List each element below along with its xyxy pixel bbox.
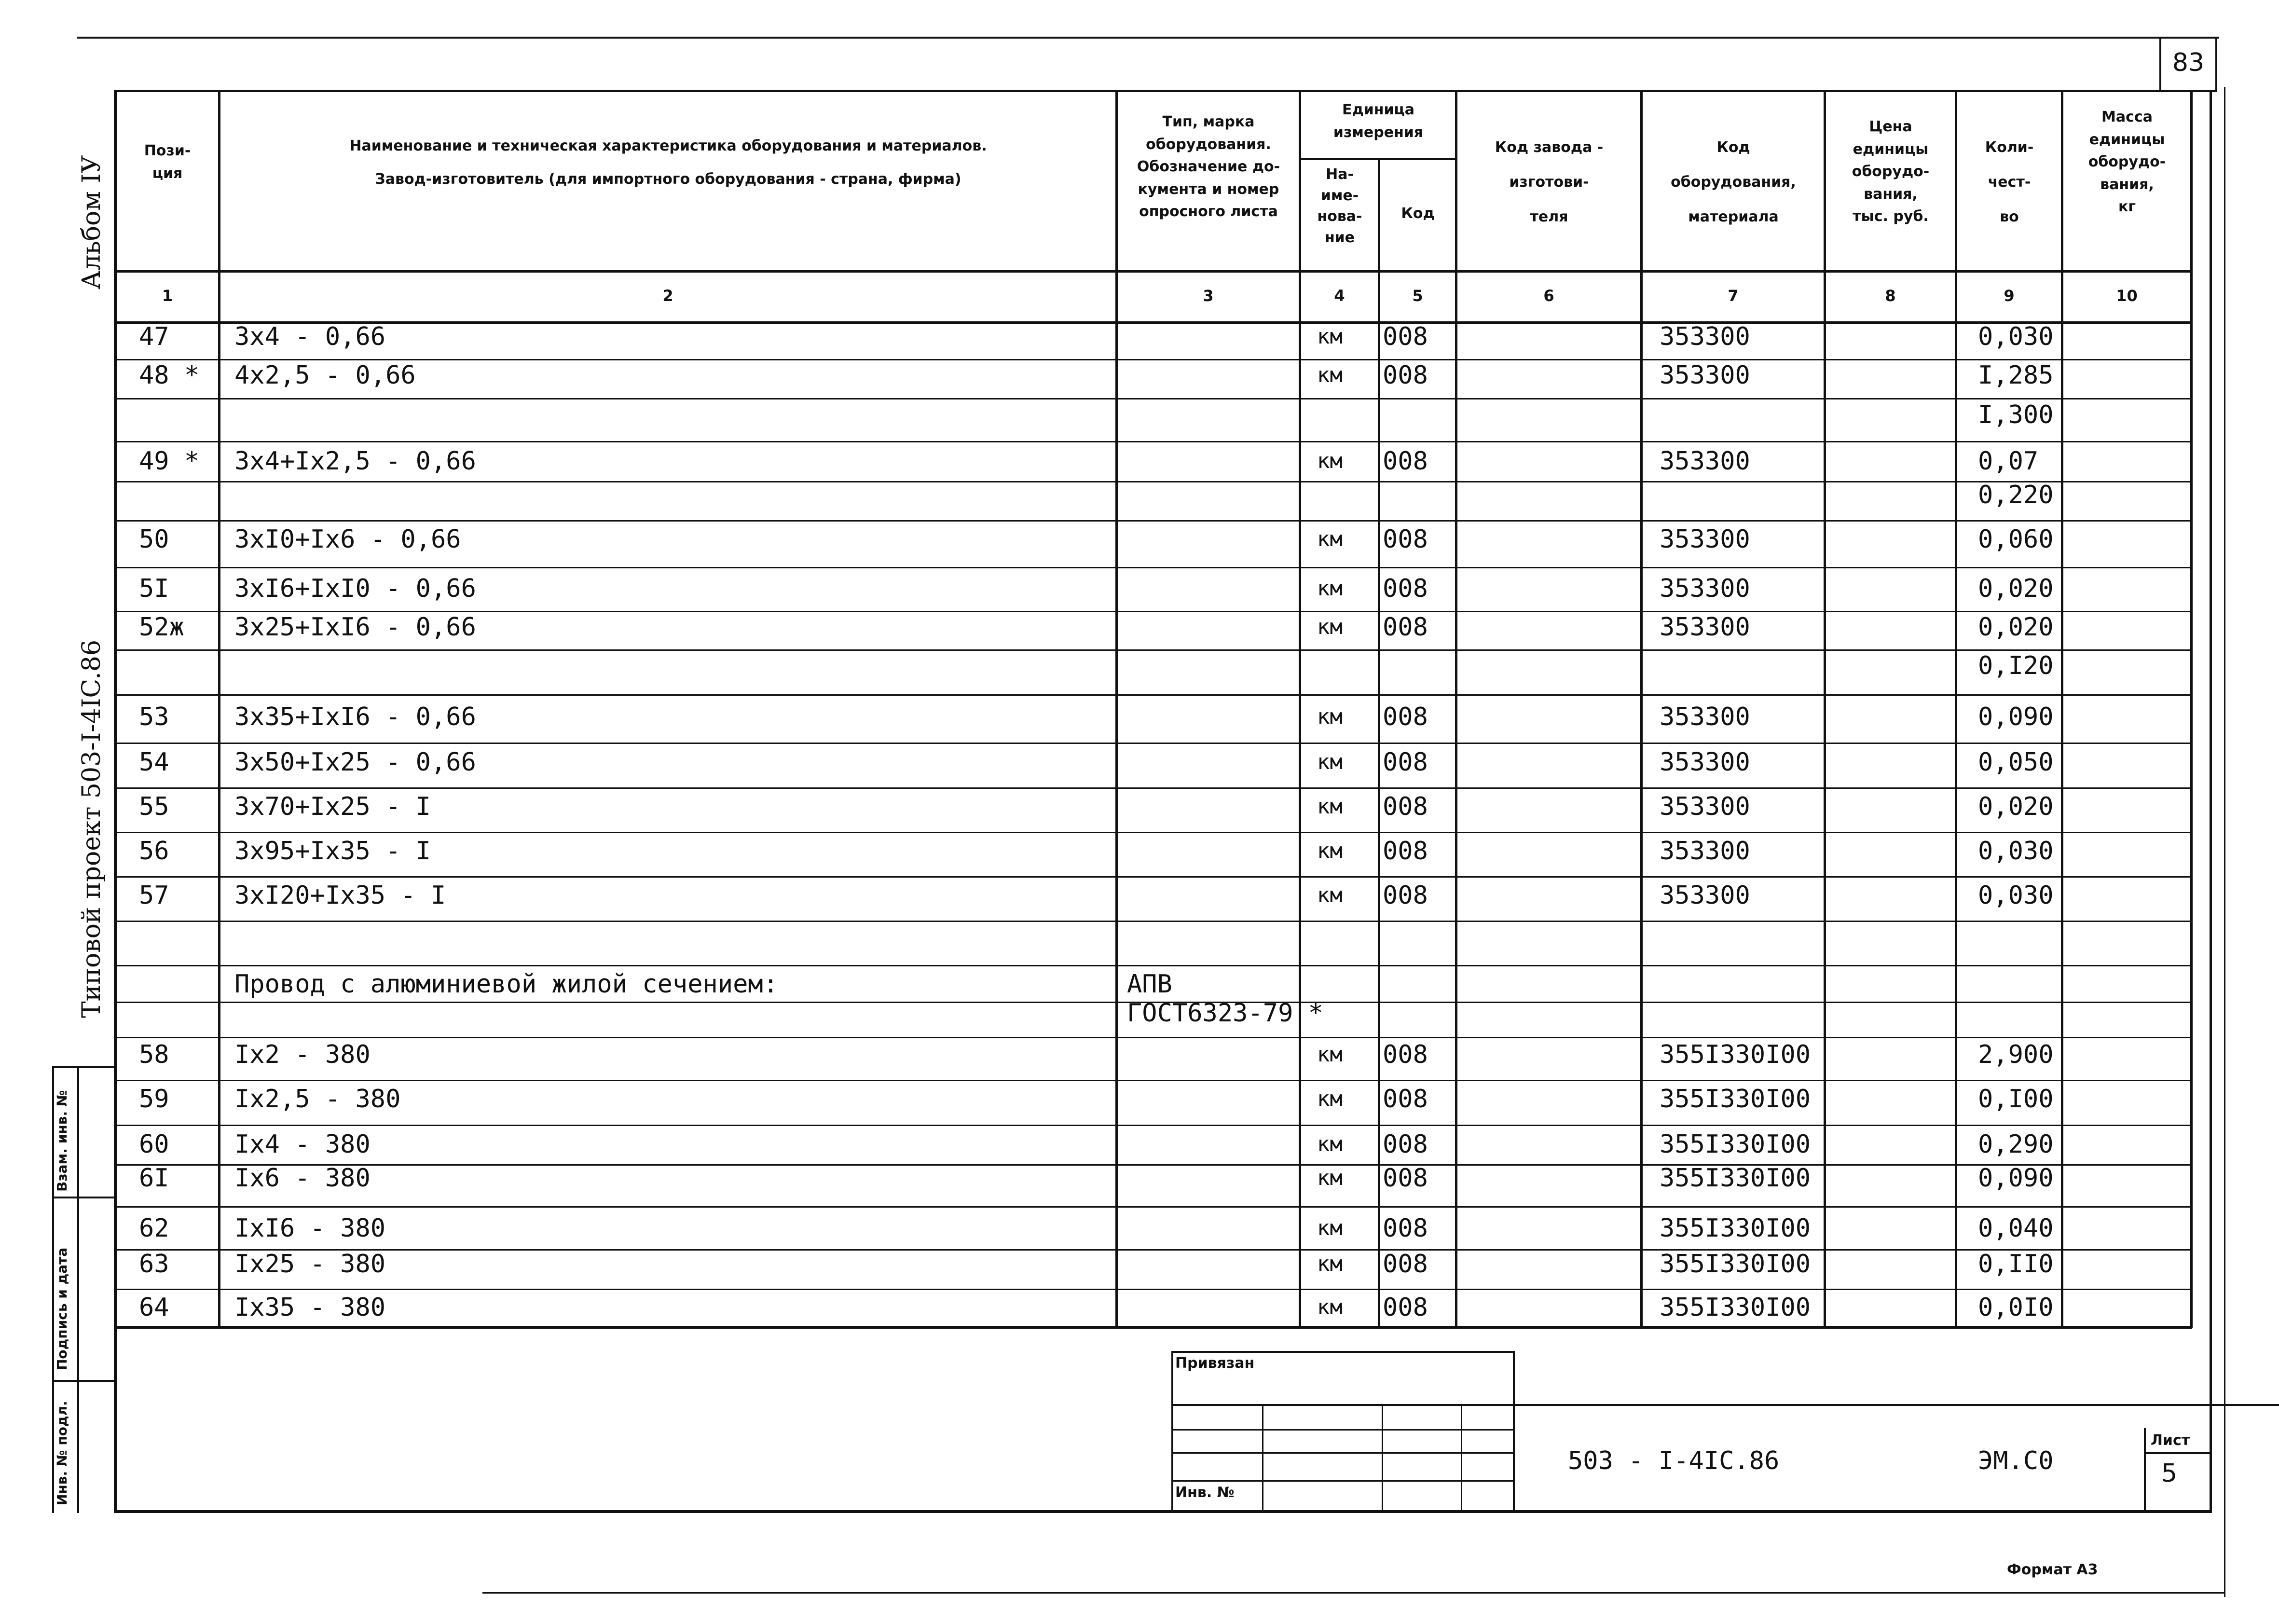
header-price: Цена единицы оборудо- вания, тыс. руб. bbox=[1852, 118, 1930, 225]
cell-equipment-code: 353300 bbox=[1660, 748, 1750, 777]
header-equipment-code: Код оборудования, материала bbox=[1671, 139, 1796, 225]
cell-name: Iх4 - 380 bbox=[234, 1130, 371, 1159]
stamp-box-right bbox=[1513, 1351, 1515, 1512]
cell-unit: км bbox=[1317, 1166, 1343, 1190]
cell-unit-code: 008 bbox=[1383, 361, 1428, 390]
cell-equipment-code: 353300 bbox=[1660, 613, 1750, 642]
cell-unit: км bbox=[1317, 527, 1343, 551]
page-number: 83 bbox=[2172, 48, 2205, 77]
cell-equipment-code: 353300 bbox=[1660, 837, 1750, 866]
header-unit-code: Код bbox=[1401, 205, 1435, 222]
cell-position: 52ж bbox=[139, 613, 184, 642]
row-line bbox=[114, 1080, 2192, 1081]
format-label: Формат А3 bbox=[2007, 1561, 2098, 1578]
stamp-box-top bbox=[1171, 1351, 1515, 1353]
stamp-col bbox=[1461, 1404, 1462, 1510]
stamp-div2 bbox=[52, 1380, 116, 1382]
cell-name: Iх2 - 380 bbox=[234, 1040, 371, 1069]
stamp-strip-top bbox=[52, 1066, 116, 1068]
cell-equipment-code: 355I330I00 bbox=[1660, 1214, 1811, 1243]
header-name: Наименование и техническая характеристика оборудования и материалов. Завод-изготовитель (для импортного оборудования - страна, фирма) bbox=[349, 138, 987, 188]
cell-equipment-code: 355I330I00 bbox=[1660, 1164, 1811, 1193]
frame-bottom bbox=[114, 1510, 2212, 1513]
cell-unit-code: 008 bbox=[1383, 1250, 1428, 1279]
cell-unit-code: 008 bbox=[1383, 1085, 1428, 1114]
cell-unit: км bbox=[1317, 1216, 1343, 1240]
cell-unit-code: 008 bbox=[1383, 322, 1428, 351]
row-line bbox=[114, 787, 2192, 789]
cell-equipment-code: 355I330I00 bbox=[1660, 1040, 1811, 1069]
row-line bbox=[114, 649, 2192, 651]
cell-quantity: 2,900 bbox=[1978, 1040, 2054, 1069]
row-line bbox=[114, 520, 2192, 522]
cell-unit-code: 008 bbox=[1383, 447, 1428, 476]
cell-quantity: 0,040 bbox=[1978, 1214, 2054, 1243]
stamp-inv-no: Инв. № bbox=[1175, 1484, 1235, 1501]
cell-quantity: I,285 bbox=[1978, 361, 2054, 390]
row-line bbox=[114, 1206, 2192, 1208]
cell-unit: км bbox=[1317, 704, 1343, 729]
stamp-sign-date: Подпись и дата bbox=[54, 1247, 70, 1370]
cell-quantity: 0,030 bbox=[1978, 881, 2054, 910]
cell-position: 55 bbox=[139, 792, 169, 821]
cell-unit: км bbox=[1317, 839, 1343, 863]
sheet-box-div bbox=[2144, 1452, 2210, 1454]
cell-unit-code: 008 bbox=[1383, 702, 1428, 731]
cell-equipment-code: 355I330I00 bbox=[1660, 1250, 1811, 1279]
cell-name: 3х50+Iх25 - 0,66 bbox=[234, 748, 476, 777]
cell-equipment-code: 353300 bbox=[1660, 574, 1750, 603]
colnum-4: 4 bbox=[1334, 287, 1345, 305]
cell-unit: км bbox=[1317, 1295, 1343, 1320]
col-line bbox=[1640, 90, 1643, 1328]
row-line bbox=[114, 921, 2192, 922]
cell-name: Провод с алюминиевой жилой сечением: bbox=[234, 970, 779, 999]
cell-quantity: 0,090 bbox=[1978, 1164, 2054, 1193]
cell-position: 6I bbox=[139, 1164, 169, 1193]
row-line bbox=[114, 832, 2192, 833]
unit-subheader-line bbox=[1299, 158, 1457, 160]
cell-unit: км bbox=[1317, 1042, 1343, 1067]
row-line bbox=[114, 611, 2192, 612]
header-position: Пози- ция bbox=[144, 142, 191, 182]
cell-unit: км bbox=[1317, 1087, 1343, 1111]
colnum-8: 8 bbox=[1885, 287, 1896, 305]
cell-name: Iх35 - 380 bbox=[234, 1293, 386, 1322]
header-type: Тип, марка оборудования. Обозначение до- кумента и номер опросного листа bbox=[1137, 113, 1280, 220]
cell-position: 60 bbox=[139, 1130, 169, 1159]
cell-unit-code: 008 bbox=[1383, 1164, 1428, 1193]
top-border bbox=[77, 37, 2219, 39]
cell-unit: км bbox=[1317, 324, 1343, 349]
colnum-6: 6 bbox=[1543, 287, 1554, 305]
colnum-1: 1 bbox=[162, 287, 173, 305]
cell-name: Iх6 - 380 bbox=[234, 1164, 371, 1193]
cell-unit-code: 008 bbox=[1383, 1214, 1428, 1243]
colnum-10: 10 bbox=[2116, 287, 2138, 305]
cell-quantity: 0,030 bbox=[1978, 837, 2054, 866]
row-line bbox=[114, 567, 2192, 568]
row-line bbox=[114, 481, 2192, 482]
cell-position: 57 bbox=[139, 881, 169, 910]
project-label: Типовой проект 503-I-4IC.86 bbox=[77, 639, 106, 1018]
cell-equipment-code: 353300 bbox=[1660, 792, 1750, 821]
colnum-7: 7 bbox=[1728, 287, 1739, 305]
row-line bbox=[114, 743, 2192, 744]
col-line bbox=[1955, 90, 1957, 1328]
sheet-box-left bbox=[2144, 1428, 2146, 1510]
cell-quantity: 0,220 bbox=[1978, 481, 2054, 509]
colnum-bottom bbox=[114, 321, 2192, 324]
cell-name: 3х4 - 0,66 bbox=[234, 322, 386, 351]
cell-unit: км bbox=[1317, 750, 1343, 774]
cell-position: 64 bbox=[139, 1293, 169, 1322]
cell-quantity: 0,II0 bbox=[1978, 1250, 2054, 1279]
cell-equipment-code: 353300 bbox=[1660, 525, 1750, 554]
row-line bbox=[114, 1326, 2192, 1327]
stamp-box-left bbox=[1171, 1351, 1173, 1512]
cell-name: 3х4+Iх2,5 - 0,66 bbox=[234, 447, 476, 476]
header-bottom bbox=[114, 270, 2192, 273]
stamp-doc-code: ЭМ.С0 bbox=[1978, 1446, 2054, 1475]
cell-unit: км bbox=[1317, 883, 1343, 908]
cell-position: 53 bbox=[139, 702, 169, 731]
stamp-row bbox=[1171, 1452, 1515, 1454]
cell-unit-code: 008 bbox=[1383, 837, 1428, 866]
cell-unit-code: 008 bbox=[1383, 1130, 1428, 1159]
page-num-box-right bbox=[2215, 37, 2217, 91]
cell-quantity: 0,020 bbox=[1978, 613, 2054, 642]
row-line bbox=[114, 1249, 2192, 1251]
stamp-strip-mid bbox=[77, 1066, 79, 1513]
colnum-5: 5 bbox=[1412, 287, 1423, 305]
cell-type: ГОСТ6323-79 * bbox=[1127, 999, 1323, 1028]
sheet-number: 5 bbox=[2161, 1459, 2178, 1488]
cell-equipment-code: 353300 bbox=[1660, 881, 1750, 910]
cell-unit-code: 008 bbox=[1383, 613, 1428, 642]
cell-equipment-code: 355I330I00 bbox=[1660, 1085, 1811, 1114]
cell-name: 3х95+Iх35 - I bbox=[234, 837, 431, 866]
cell-unit-code: 008 bbox=[1383, 748, 1428, 777]
cell-unit-code: 008 bbox=[1383, 792, 1428, 821]
cell-name: Iх2,5 - 380 bbox=[234, 1085, 401, 1114]
cell-position: 56 bbox=[139, 837, 169, 866]
cell-quantity: 0,0I0 bbox=[1978, 1293, 2054, 1322]
cell-quantity: 0,060 bbox=[1978, 525, 2054, 554]
cell-unit-code: 008 bbox=[1383, 881, 1428, 910]
col-line bbox=[1115, 90, 1118, 1328]
cell-unit-code: 008 bbox=[1383, 1040, 1428, 1069]
stamp-privyazan: Привязан bbox=[1175, 1355, 1255, 1372]
row-line bbox=[114, 965, 2192, 966]
sheet-label: Лист bbox=[2151, 1432, 2190, 1449]
cell-position: 50 bbox=[139, 525, 169, 554]
cell-quantity: 0,290 bbox=[1978, 1130, 2054, 1159]
cell-quantity: 0,020 bbox=[1978, 792, 2054, 821]
cell-position: 54 bbox=[139, 748, 169, 777]
colnum-2: 2 bbox=[662, 287, 673, 305]
col-line bbox=[218, 90, 220, 1328]
cell-name: 3х25+IхI6 - 0,66 bbox=[234, 613, 476, 642]
frame-top bbox=[114, 90, 2217, 92]
cell-equipment-code: 353300 bbox=[1660, 447, 1750, 476]
cell-unit: км bbox=[1317, 1132, 1343, 1156]
cell-unit: км bbox=[1317, 794, 1343, 819]
cell-position: 63 bbox=[139, 1250, 169, 1279]
cell-position: 59 bbox=[139, 1085, 169, 1114]
row-line bbox=[114, 441, 2192, 442]
col-line bbox=[1299, 90, 1301, 1328]
cell-quantity: I,300 bbox=[1978, 400, 2054, 429]
stamp-row bbox=[1171, 1429, 1515, 1431]
cell-type: АПВ bbox=[1127, 970, 1172, 999]
cell-position: 5I bbox=[139, 574, 169, 603]
cell-name: 4х2,5 - 0,66 bbox=[234, 361, 416, 390]
row-line bbox=[114, 1125, 2192, 1126]
header-unit: Единица измерения bbox=[1333, 101, 1424, 141]
cell-position: 48 * bbox=[139, 361, 200, 390]
header-mass: Масса единицы оборудо- вания, кг bbox=[2088, 109, 2166, 215]
outer-bottom bbox=[482, 1592, 2225, 1594]
header-factory-code: Код завода - изготови- теля bbox=[1495, 139, 1604, 225]
row-line bbox=[114, 359, 2192, 360]
cell-position: 49 * bbox=[139, 447, 200, 476]
row-line bbox=[114, 694, 2192, 696]
cell-unit: км bbox=[1317, 615, 1343, 639]
cell-unit-code: 008 bbox=[1383, 574, 1428, 603]
cell-position: 47 bbox=[139, 322, 169, 351]
row-line bbox=[114, 876, 2192, 878]
cell-position: 62 bbox=[139, 1214, 169, 1243]
album-label: Альбом IУ bbox=[77, 155, 106, 289]
cell-unit: км bbox=[1317, 576, 1343, 601]
cell-unit: км bbox=[1317, 363, 1343, 387]
cell-quantity: 0,07 bbox=[1978, 447, 2039, 476]
header-quantity: Коли- чест- во bbox=[1985, 139, 2034, 225]
stamp-row bbox=[1171, 1404, 2279, 1406]
col-line bbox=[2061, 90, 2063, 1328]
cell-name: IхI6 - 380 bbox=[234, 1214, 386, 1243]
row-line bbox=[114, 1037, 2192, 1038]
cell-equipment-code: 355I330I00 bbox=[1660, 1293, 1811, 1322]
cell-equipment-code: 353300 bbox=[1660, 361, 1750, 390]
cell-unit: км bbox=[1317, 1252, 1343, 1276]
cell-quantity: 0,030 bbox=[1978, 322, 2054, 351]
stamp-vzam-inv: Взам. инв. № bbox=[54, 1090, 70, 1192]
stamp-designation: 503 - I-4IC.86 bbox=[1568, 1446, 1780, 1475]
header-unit-name: На- име- нова- ние bbox=[1317, 166, 1362, 246]
cell-position: 58 bbox=[139, 1040, 169, 1069]
stamp-inv-orig: Инв. № подл. bbox=[54, 1401, 70, 1505]
cell-quantity: 0,090 bbox=[1978, 702, 2054, 731]
cell-name: 3х70+Iх25 - I bbox=[234, 792, 431, 821]
cell-equipment-code: 355I330I00 bbox=[1660, 1130, 1811, 1159]
cell-equipment-code: 353300 bbox=[1660, 322, 1750, 351]
cell-unit-code: 008 bbox=[1383, 525, 1428, 554]
cell-name: 3х35+IхI6 - 0,66 bbox=[234, 702, 476, 731]
cell-quantity: 0,I00 bbox=[1978, 1085, 2054, 1114]
row-line bbox=[114, 398, 2192, 399]
stamp-row bbox=[1171, 1480, 1515, 1482]
stamp-col bbox=[1262, 1404, 1263, 1510]
cell-unit: км bbox=[1317, 449, 1343, 473]
cell-name: 3хI6+IхI0 - 0,66 bbox=[234, 574, 476, 603]
cell-unit-code: 008 bbox=[1383, 1293, 1428, 1322]
col-line bbox=[2190, 90, 2193, 1328]
cell-quantity: 0,I20 bbox=[1978, 651, 2054, 680]
row-line bbox=[114, 1164, 2192, 1166]
col-line bbox=[1824, 90, 1826, 1328]
cell-name: 3хI0+Iх6 - 0,66 bbox=[234, 525, 461, 554]
stamp-div1 bbox=[52, 1197, 116, 1198]
outer-right bbox=[2224, 87, 2225, 1597]
frame-right bbox=[2210, 90, 2212, 1513]
cell-name: 3хI20+Iх35 - I bbox=[234, 881, 446, 910]
cell-quantity: 0,050 bbox=[1978, 748, 2054, 777]
colnum-9: 9 bbox=[2004, 287, 2015, 305]
cell-quantity: 0,020 bbox=[1978, 574, 2054, 603]
col-line bbox=[1455, 90, 1457, 1328]
cell-equipment-code: 353300 bbox=[1660, 702, 1750, 731]
colnum-3: 3 bbox=[1203, 287, 1214, 305]
stamp-col bbox=[1382, 1404, 1383, 1510]
cell-name: Iх25 - 380 bbox=[234, 1250, 386, 1279]
row-line bbox=[114, 1289, 2192, 1290]
